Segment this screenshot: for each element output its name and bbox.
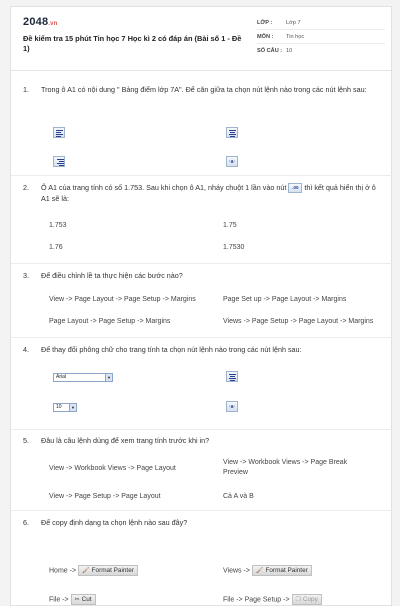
quiz-page: [10, 6, 392, 606]
merge-center-icon: ·a·: [226, 401, 238, 412]
format-painter-button: 🖌 Format Painter: [78, 565, 138, 576]
option-c[interactable]: File -> ✂ Cut: [49, 594, 96, 605]
font-name-dropdown: Arial ▼: [53, 373, 113, 382]
chevron-down-icon: ▼: [69, 404, 76, 411]
page-title: Đề kiểm tra 15 phút Tin học 7 Học kì 2 có đáp án (Bài số 1 - Đề 1): [23, 34, 242, 53]
logo-text: 2048: [23, 16, 49, 28]
quiz-header: [11, 7, 391, 71]
question-text: 6. Để copy định dạng ta chọn lệnh nào sau đây?: [23, 518, 188, 527]
option-a[interactable]: View -> Page Layout -> Page Setup -> Margins: [49, 296, 196, 303]
question-text: 5. Đâu là câu lệnh dùng để xem trang tính trước khi in?: [23, 436, 210, 445]
merge-center-icon: ·a·: [226, 156, 238, 167]
font-size-dropdown: 10 ▼: [53, 403, 77, 412]
quiz-meta: [257, 16, 385, 58]
option-a[interactable]: [53, 127, 65, 138]
option-d[interactable]: [226, 401, 238, 412]
divider: [11, 263, 393, 264]
divider: [11, 337, 393, 338]
question-3: [23, 271, 385, 325]
option-b[interactable]: [226, 127, 238, 138]
option-c[interactable]: Page Layout -> Page Setup -> Margins: [49, 318, 171, 325]
divider: [11, 175, 393, 176]
question-2: [23, 183, 385, 251]
option-d[interactable]: 1.7530: [223, 244, 245, 251]
align-right-icon: [53, 156, 65, 167]
divider: [11, 510, 393, 511]
meta-row-count: SỐ CÂU : 10: [257, 48, 293, 54]
option-c[interactable]: [53, 156, 65, 167]
option-c[interactable]: View -> Page Setup -> Page Layout: [49, 493, 161, 500]
question-1: [23, 85, 385, 165]
divider: [11, 429, 393, 430]
option-d[interactable]: Views -> Page Setup -> Page Layout -> Margins: [223, 318, 374, 325]
option-b[interactable]: Views -> 🖌 Format Painter: [223, 565, 312, 576]
option-a[interactable]: [53, 372, 113, 382]
cut-button: ✂ Cut: [71, 594, 96, 605]
paintbrush-icon: 🖌: [255, 568, 264, 574]
meta-row-subject: MÔN : Tin học: [257, 30, 385, 44]
option-b[interactable]: Page Set up -> Page Layout -> Margins: [223, 296, 347, 303]
chevron-down-icon: ▼: [105, 374, 112, 381]
option-a[interactable]: View -> Workbook Views -> Page Layout: [49, 465, 176, 472]
align-center-icon: [226, 371, 238, 382]
option-d[interactable]: [226, 156, 238, 167]
question-4: [23, 345, 385, 410]
scissors-icon: ✂: [74, 597, 80, 603]
option-a[interactable]: 1.753: [49, 222, 67, 229]
option-c[interactable]: [53, 402, 77, 412]
option-b[interactable]: 1.75: [223, 222, 237, 229]
question-text: 1. Trong ô A1 có nội dung " Bảng điểm lớp 7A". Để căn giữa ta chọn nút lệnh nào trong các nút lệnh sau:: [23, 85, 367, 94]
question-text: 3. Để điều chỉnh lề ta thực hiện các bước nào?: [23, 271, 183, 280]
logo-suffix: .vn: [48, 21, 58, 27]
site-logo[interactable]: [23, 16, 58, 28]
align-center-icon: [226, 127, 238, 138]
question-6: [23, 518, 385, 604]
question-text: 4. Để thay đổi phông chữ cho trang tính ta chọn nút lệnh nào trong các nút lệnh sau:: [23, 345, 302, 354]
question-text: 2. Ô A1 của trang tính có số 1.753. Sau khi chọn ô A1, nháy chuột 1 lần vào nút .00 thì kết quả hiển thị ở ô A1 sẽ là:: [23, 183, 376, 203]
question-5: [23, 436, 385, 500]
align-left-icon: [53, 127, 65, 138]
copy-icon: ❐: [295, 597, 301, 603]
meta-row-class: LỚP : Lớp 7: [257, 16, 385, 30]
decrease-decimal-icon: .00: [288, 183, 302, 193]
copy-button: ❐ Copy: [292, 594, 322, 605]
format-painter-button: 🖌 Format Painter: [252, 565, 312, 576]
option-a[interactable]: Home -> 🖌 Format Painter: [49, 565, 138, 576]
paintbrush-icon: 🖌: [82, 568, 90, 574]
option-c[interactable]: 1.76: [49, 244, 63, 251]
option-d[interactable]: File -> Page Setup -> ❐ Copy: [223, 594, 322, 605]
option-b[interactable]: View -> Workbook Views -> Page Break Preview: [223, 459, 348, 476]
option-d[interactable]: Cả A và B: [223, 493, 254, 500]
option-b[interactable]: [226, 371, 238, 382]
